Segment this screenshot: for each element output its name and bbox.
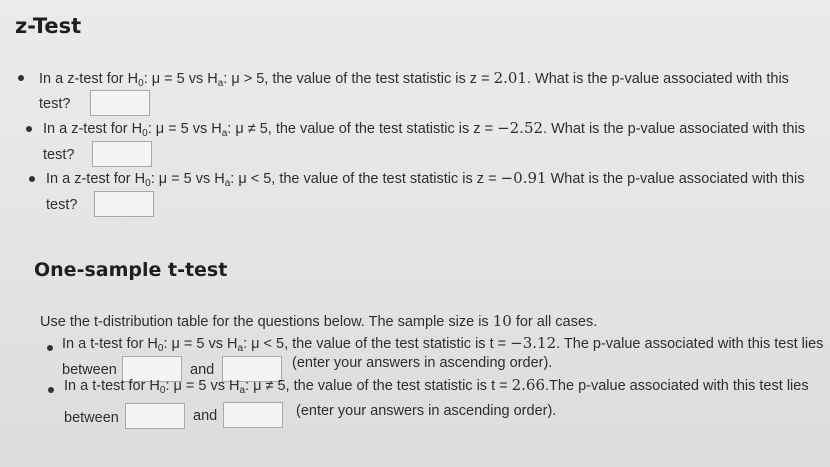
and-label: and (190, 362, 215, 378)
t-question-2: In a t-test for $H_0$: μ = 5 vs $H_a$: μ ≠ 5, the value of the test statistic is t = 2.66.The p-value associated with this test lies (64, 376, 809, 396)
z-question-2: In a z-test for $H_0$: μ = 5 vs $H_a$: μ ≠ 5, the value of the test statistic is z = −2.52. What is the p-value associated with this (43, 119, 805, 139)
bullet (29, 176, 35, 182)
sample-size: 10 (492, 312, 512, 330)
z-value: 2.01 (493, 69, 527, 87)
z-value: −0.91 (500, 169, 547, 187)
and-label: and (193, 408, 218, 424)
page-title: z-Test (15, 14, 82, 38)
ascending-note: (enter your answers in ascending order). (296, 403, 557, 419)
bullet (18, 75, 24, 81)
bullet (48, 387, 54, 393)
z-question-2-cont: test? (43, 147, 75, 163)
between-label: between (62, 362, 117, 378)
z-question-1: In a z-test for $H_0$: μ = 5 vs $H_a$: μ > 5, the value of the test statistic is z = 2.01. What is the p-value associated with this (39, 69, 789, 89)
bullet (26, 126, 32, 132)
z-value: −2.52 (497, 119, 544, 137)
t-value: −3.12 (510, 334, 557, 352)
answer-input-z3[interactable] (94, 191, 154, 217)
answer-input-z1[interactable] (90, 90, 150, 116)
ascending-note: (enter your answers in ascending order). (292, 355, 553, 371)
between-label: between (64, 410, 119, 426)
z-question-3-cont: test? (46, 197, 78, 213)
bullet (47, 345, 53, 351)
z-question-3: In a z-test for $H_0$: μ = 5 vs $H_a$: μ < 5, the value of the test statistic is z = −0.91 What is the p-value associated with this (46, 169, 805, 189)
answer-input-t2-high[interactable] (223, 402, 283, 428)
section-title: One-sample t-test (34, 259, 228, 281)
t-question-1: In a t-test for $H_0$: μ = 5 vs $H_a$: μ < 5, the value of the test statistic is t = −3.12. The p-value associated with this test lies (62, 334, 824, 354)
answer-input-t2-low[interactable] (125, 403, 185, 429)
t-value: 2.66 (511, 376, 546, 394)
z-question-1-cont: test? (39, 96, 71, 112)
t-intro: Use the t-distribution table for the questions below. The sample size is 10 for all cases. (40, 312, 598, 330)
answer-input-z2[interactable] (92, 141, 152, 167)
